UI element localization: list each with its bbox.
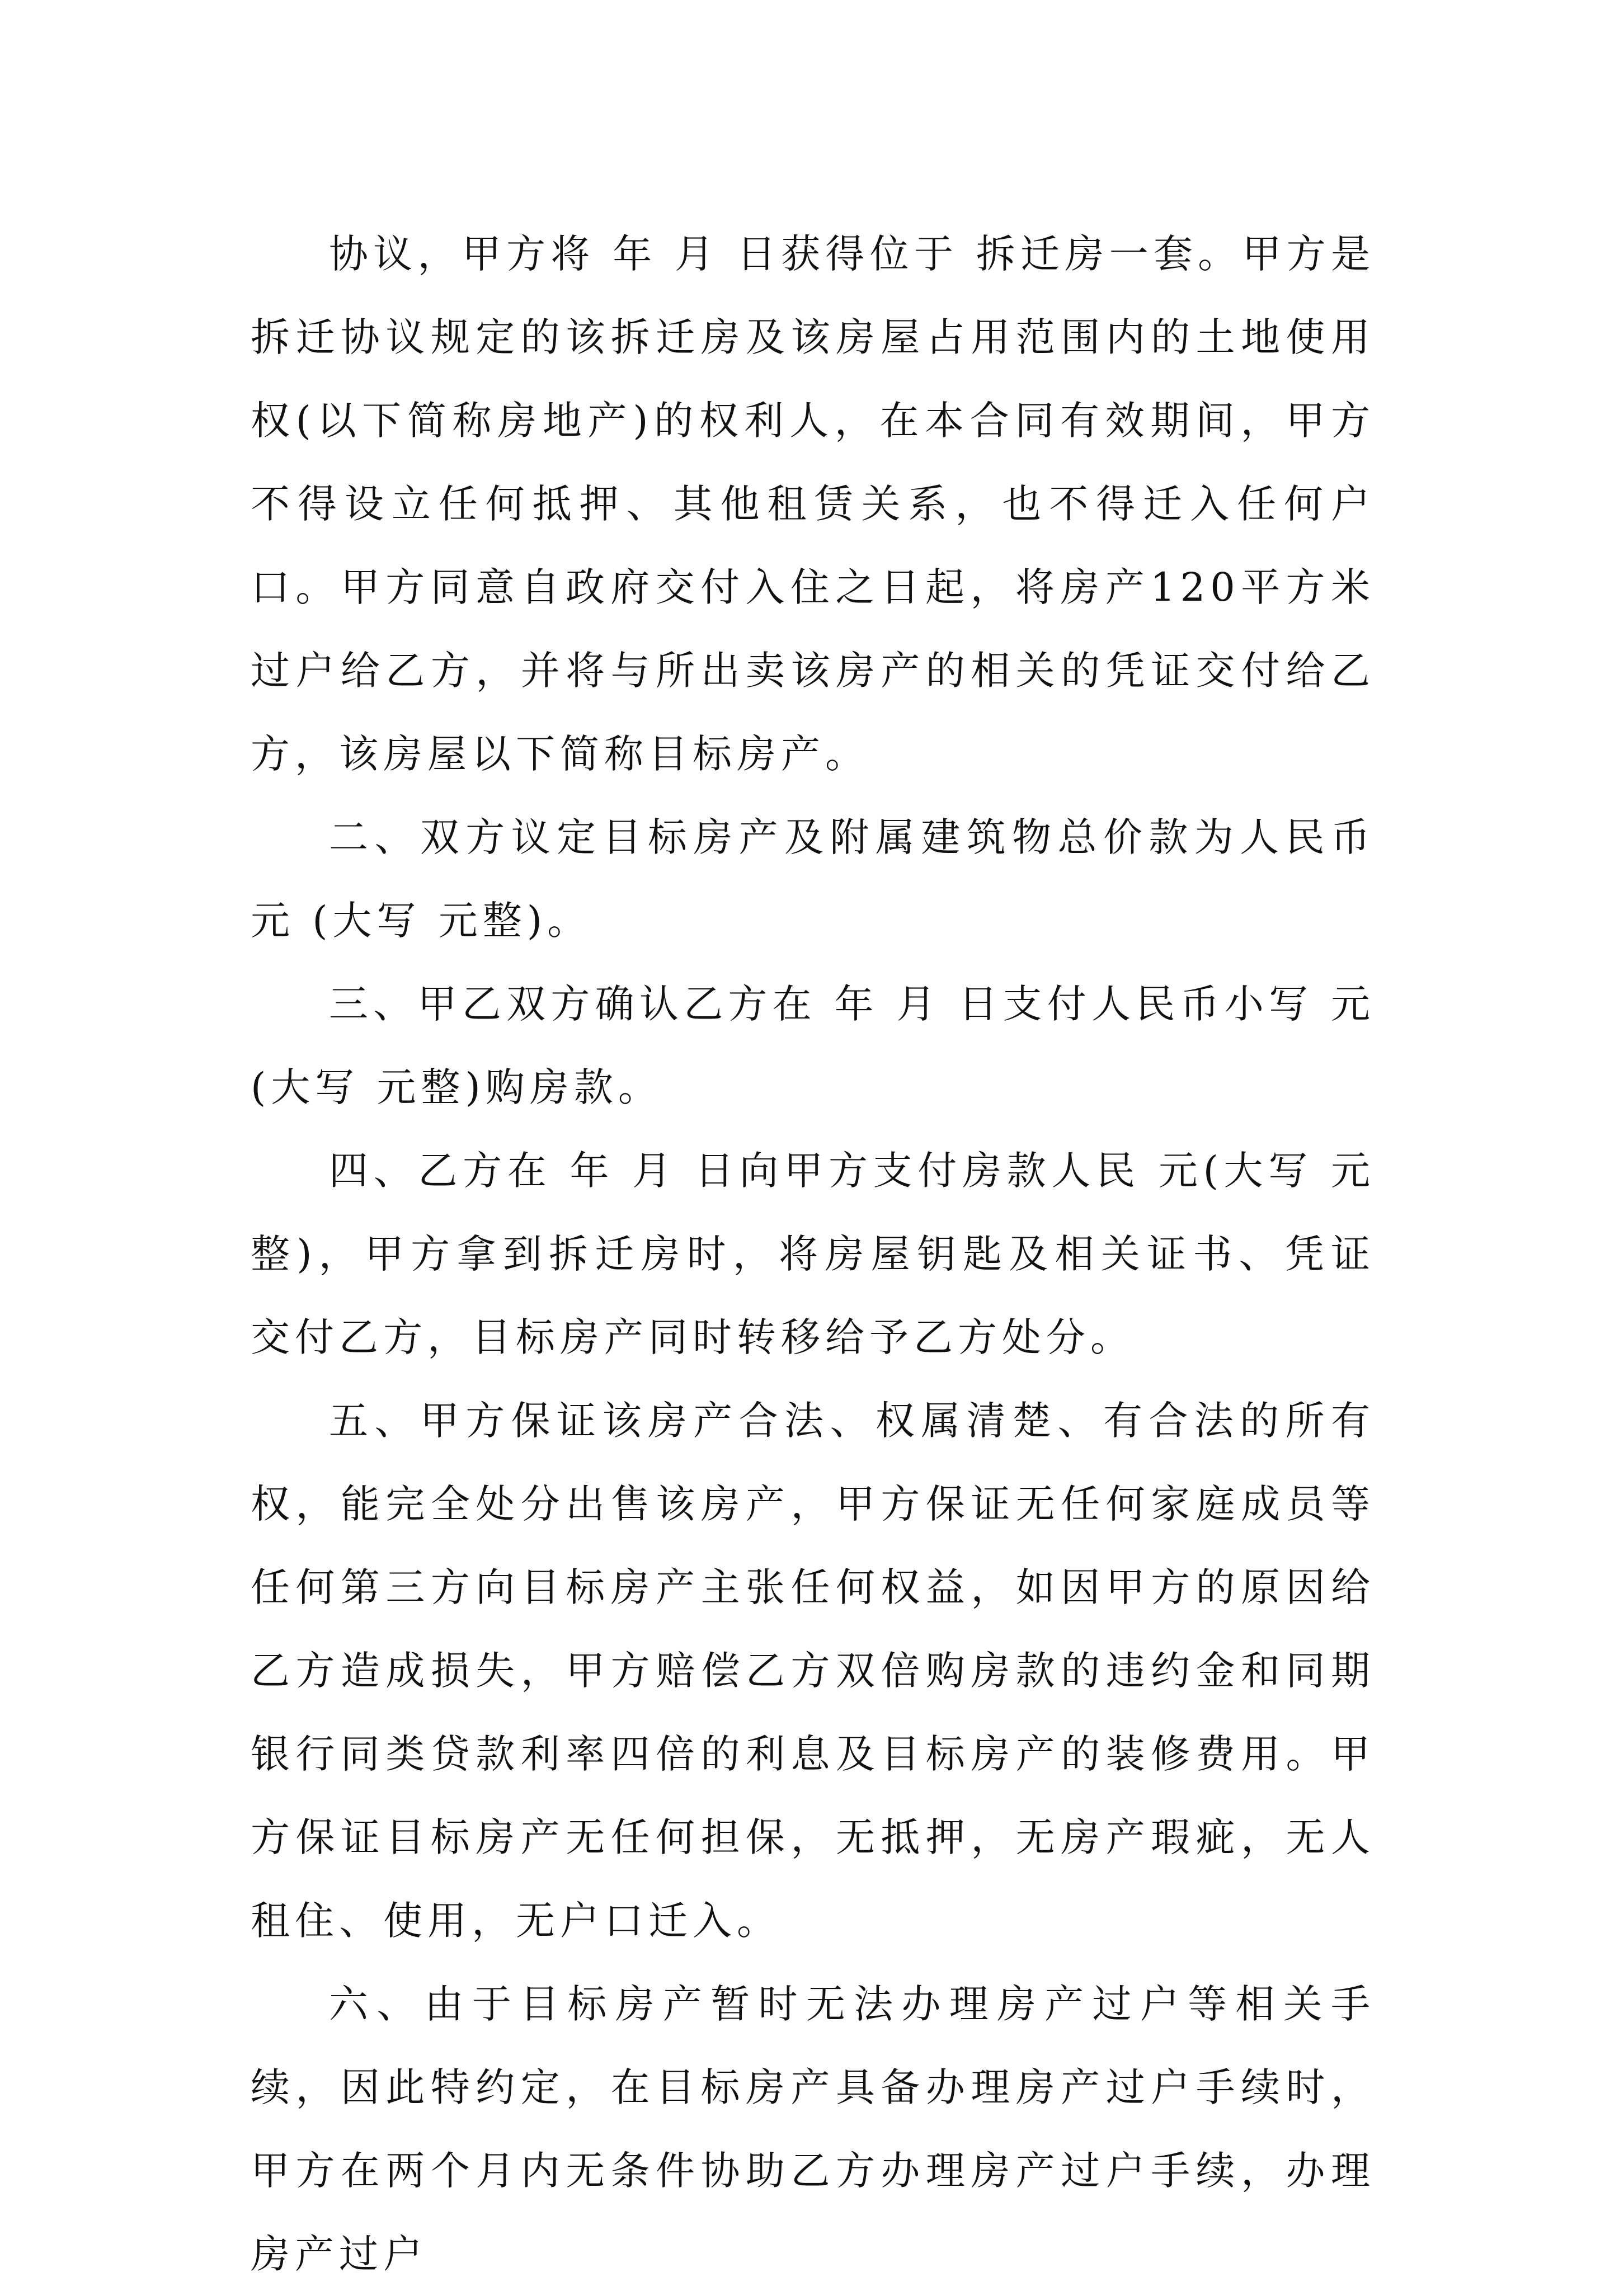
paragraph-clause-4: 四、乙方在 年 月 日向甲方支付房款人民 元(大写 元整)，甲方拿到拆迁房时，将房屋钥匙及相关证书、凭证交付乙方，目标房产同时转移给予乙方处分。 bbox=[251, 1148, 1375, 1360]
paragraph-clause-2: 二、双方议定目标房产及附属建筑物总价款为人民币 元 (大写 元整)。 bbox=[251, 814, 1375, 944]
paragraph-clause-6: 六、由于目标房产暂时无法办理房产过户等相关手续，因此特约定，在目标房产具备办理房产过户手续时，甲方在两个月内无条件协助乙方办理房产过户手续，办理房产过户 bbox=[251, 1981, 1375, 2277]
paragraph-agreement-intro: 协议，甲方将 年 月 日获得位于 拆迁房一套。甲方是拆迁协议规定的该拆迁房及该房屋占用范围内的土地使用权(以下简称房地产)的权利人，在本合同有效期间，甲方不得设立任何抵押、其他租赁关系，也不得迁入任何户口。甲方同意自政府交付入住之日起，将房产120平方米过户给乙方，并将与所出卖该房产的相关的凭证交付给乙方，该房屋以下简称目标房产。 bbox=[251, 231, 1375, 777]
document-body bbox=[251, 213, 1375, 2296]
paragraph-clause-3: 三、甲乙双方确认乙方在 年 月 日支付人民币小写 元(大写 元整)购房款。 bbox=[251, 981, 1375, 1110]
paragraph-clause-5: 五、甲方保证该房产合法、权属清楚、有合法的所有权，能完全处分出售该房产，甲方保证无任何家庭成员等任何第三方向目标房产主张任何权益，如因甲方的原因给乙方造成损失，甲方赔偿乙方双倍购房款的违约金和同期银行同类贷款利率四倍的利息及目标房产的装修费用。甲方保证目标房产无任何担保，无抵押，无房产瑕疵，无人租住、使用，无户口迁入。 bbox=[251, 1398, 1375, 1944]
